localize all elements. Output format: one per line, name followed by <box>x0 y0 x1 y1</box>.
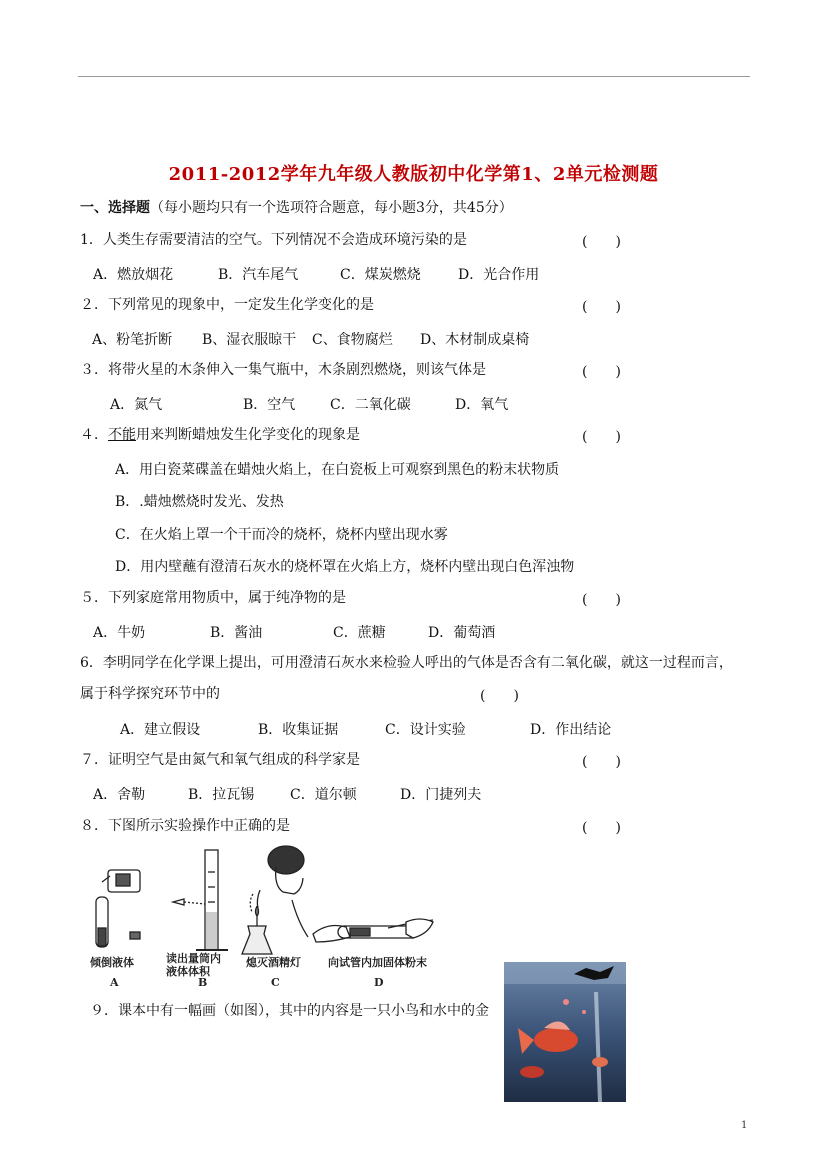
page-title: 2011-2012学年九年级人教版初中化学第1、2单元检测题 <box>168 164 659 185</box>
q1-option-b: B．汽车尾气 <box>218 267 299 283</box>
q6-stem-line2: 属于科学探究环节中的 <box>80 686 220 702</box>
figure-a-letter: A <box>110 976 119 989</box>
q4-underlined: 不能 <box>108 427 136 443</box>
q3-stem: ３．将带火星的木条伸入一集气瓶中，木条剧烈燃烧，则该气体是 <box>80 362 486 378</box>
section-label: 一、选择题 <box>80 200 150 216</box>
q3-option-d: D．氧气 <box>455 397 509 413</box>
q4-option-d: D．用内壁蘸有澄清石灰水的烧杯罩在火焰上方，烧杯内壁出现白色浑浊物 <box>115 559 575 575</box>
q5-option-a: A．牛奶 <box>93 625 146 641</box>
figure-c-caption: 熄灭酒精灯 <box>246 956 301 969</box>
q4-number: ４． <box>80 427 108 443</box>
q8-stem: ８．下图所示实验操作中正确的是 <box>80 818 290 834</box>
q2-option-d: D、木材制成桌椅 <box>420 332 530 348</box>
q7-option-c: C．道尔顿 <box>290 787 357 803</box>
q7-stem: ７．证明空气是由氮气和氧气组成的科学家是 <box>80 752 360 768</box>
figure-b-caption-line2: 液体体积 <box>166 965 210 978</box>
q5-stem: ５．下列家庭常用物质中，属于纯净物的是 <box>80 590 346 606</box>
q9-fish-bird-photo <box>504 962 626 1102</box>
q3-option-c: C．二氧化碳 <box>330 397 411 413</box>
figure-b-reading-cylinder <box>173 850 228 950</box>
figure-a-caption: 倾倒液体 <box>90 956 134 969</box>
q8-experiment-figure <box>88 842 440 992</box>
q5-option-b: B．酱油 <box>210 625 263 641</box>
q7-answer-blank: ( ) <box>582 754 621 770</box>
q6-option-b: B．收集证据 <box>258 722 339 738</box>
q9-stem: ９．课本中有一幅画（如图），其中的内容是一只小鸟和水中的金 <box>90 1003 489 1019</box>
figure-d-caption: 向试管内加固体粉末 <box>328 956 427 969</box>
q8-answer-blank: ( ) <box>582 820 621 836</box>
q4-stem <box>80 426 360 444</box>
figure-d-letter: D <box>374 976 384 989</box>
figure-c-letter: C <box>271 976 280 989</box>
q4-option-c: C．在火焰上罩一个干而冷的烧杯，烧杯内壁出现水雾 <box>115 527 448 543</box>
q7-option-b: B．拉瓦锡 <box>188 787 255 803</box>
q5-option-c: C．蔗糖 <box>333 625 386 641</box>
q3-option-a: A．氮气 <box>110 397 163 413</box>
figure-b-letter: B <box>198 976 208 989</box>
figure-a-pouring-liquid <box>96 870 140 947</box>
figure-b-caption <box>166 951 225 978</box>
header-rule <box>78 76 750 77</box>
goldfish-icon <box>534 1028 578 1052</box>
section-heading <box>80 199 513 217</box>
q3-option-b: B．空气 <box>243 397 296 413</box>
q2-stem: ２．下列常见的现象中，一定发生化学变化的是 <box>80 297 374 313</box>
q5-option-d: D．葡萄酒 <box>428 625 496 641</box>
q2-option-c: C、食物腐烂 <box>312 332 393 348</box>
q6-answer-blank: ( ) <box>480 688 519 704</box>
q2-option-a: A、粉笔折断 <box>92 332 173 348</box>
figure-c-extinguish-lamp <box>242 846 308 954</box>
q4-option-b: B．.蜡烛燃烧时发光、发热 <box>115 494 284 510</box>
q5-answer-blank: ( ) <box>582 592 621 608</box>
q1-stem: 1．人类生存需要清洁的空气。下列情况不会造成环境污染的是 <box>80 232 467 248</box>
q6-option-a: A．建立假设 <box>120 722 201 738</box>
figure-d-add-powder <box>313 919 433 942</box>
q2-answer-blank: ( ) <box>582 299 621 315</box>
section-note: （每小题均只有一个选项符合题意，每小题3分，共45分） <box>150 200 513 216</box>
q1-answer-blank: ( ) <box>582 234 621 250</box>
q2-option-b: B、湿衣服晾干 <box>202 332 297 348</box>
q7-option-a: A．舍勒 <box>93 787 146 803</box>
q4-answer-blank: ( ) <box>582 429 621 445</box>
q1-option-d: D．光合作用 <box>458 267 540 283</box>
q1-option-c: C．煤炭燃烧 <box>340 267 421 283</box>
q4-option-a: A．用白瓷菜碟盖在蜡烛火焰上，在白瓷板上可观察到黑色的粉末状物质 <box>115 462 560 478</box>
q7-option-d: D．门捷列夫 <box>400 787 482 803</box>
q3-answer-blank: ( ) <box>582 364 621 380</box>
q6-stem-line1: 6．李明同学在化学课上提出，可用澄清石灰水来检验人呼出的气体是否含有二氧化碳，就这一过程而言， <box>80 655 733 671</box>
q6-option-d: D．作出结论 <box>530 722 612 738</box>
q4-stem-rest: 用来判断蜡烛发生化学变化的现象是 <box>136 427 360 443</box>
q6-option-c: C．设计实验 <box>385 722 466 738</box>
q1-option-a: A．燃放烟花 <box>93 267 174 283</box>
figure-b-caption-line1: 读出量筒内 <box>166 952 221 965</box>
page-number: 1 <box>741 1120 748 1131</box>
